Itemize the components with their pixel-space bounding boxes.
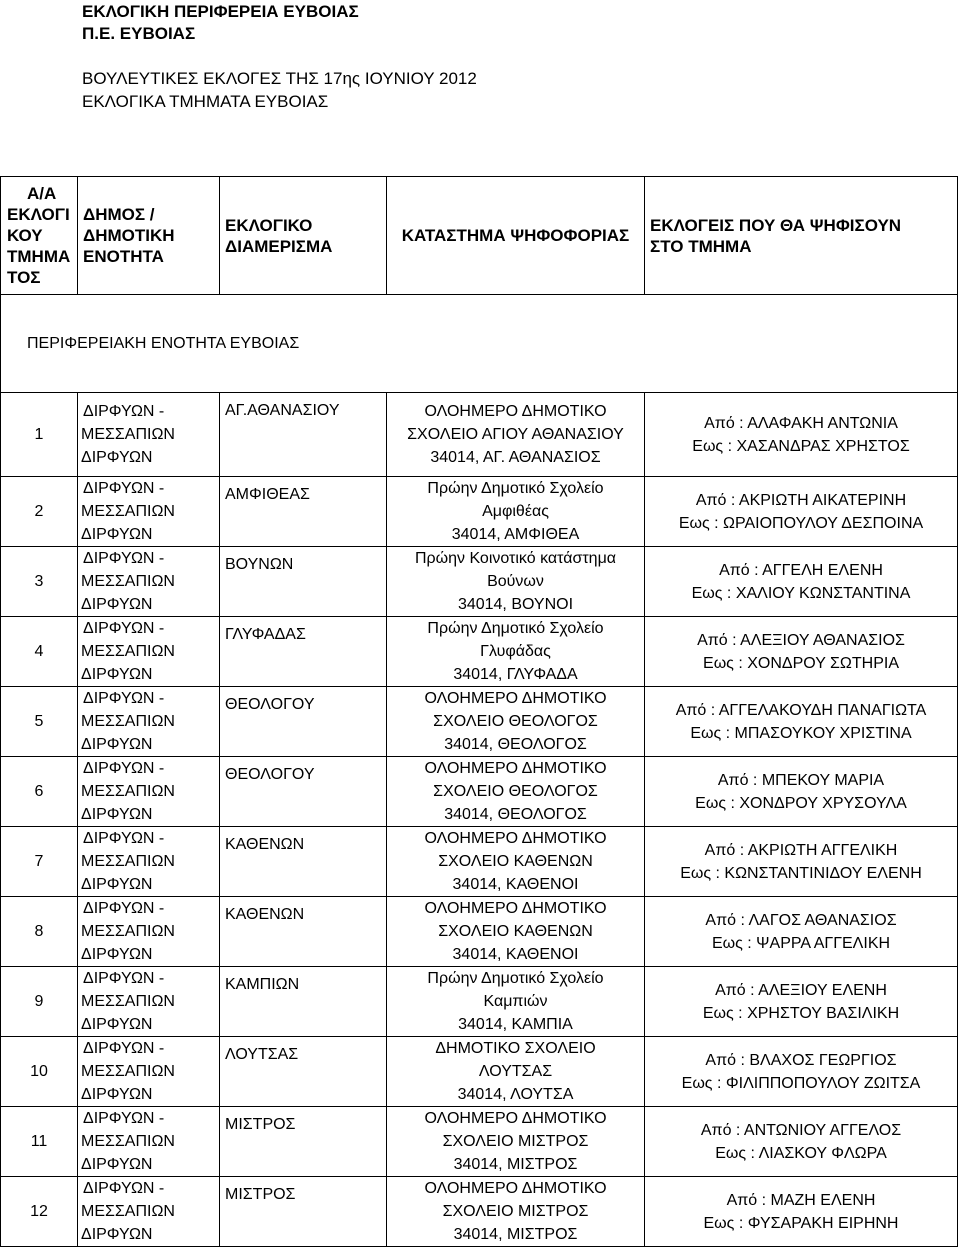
row-voters-apo: Από : ΛΑΓΟΣ ΑΘΑΝΑΣΙΟΣ (705, 911, 897, 929)
row-katastima (387, 1107, 645, 1177)
row-dimos-line: ΔΙΡΦΥΩΝ - (83, 900, 165, 917)
row-number: 7 (1, 827, 78, 897)
row-voters (645, 393, 958, 477)
table-row (1, 967, 958, 1037)
row-katastima-line: Βούνων (487, 573, 544, 590)
row-dimos-line: ΜΕΣΣΑΠΙΩΝ (81, 993, 175, 1010)
row-katastima-line: ΛΟΥΤΣΑΣ (478, 1063, 553, 1080)
row-voters (645, 1107, 958, 1177)
table-row (1, 1037, 958, 1107)
table-row (1, 757, 958, 827)
row-dimos-line: ΔΙΡΦΥΩΝ - (83, 1040, 165, 1057)
row-dimos-line: ΔΙΡΦΥΩΝ (81, 666, 153, 683)
row-diamerisma: ΛΟΥΤΣΑΣ (220, 1037, 387, 1107)
row-katastima-line: ΟΛΟΗΜΕΡΟ ΔΗΜΟΤΙΚΟ (424, 900, 607, 917)
row-katastima-line: 34014, ΜΙΣΤΡΟΣ (453, 1156, 578, 1173)
header-num-line: Α/Α (27, 184, 57, 203)
row-dimos-line: ΜΕΣΣΑΠΙΩΝ (81, 643, 175, 660)
row-voters-eos: Εως : ΨΑΡΡΑ ΑΓΓΕΛΙΚΗ (711, 934, 891, 952)
table-row (1, 687, 958, 757)
row-katastima-line: Πρώην Δημοτικό Σχολείο (427, 620, 604, 637)
header-num-line: ΚΟΥ (7, 226, 43, 245)
header-katastima-line: ΚΑΤΑΣΤΗΜΑ ΨΗΦΟΦΟΡΙΑΣ (401, 226, 630, 245)
row-katastima-line: ΟΛΟΗΜΕΡΟ ΔΗΜΟΤΙΚΟ (424, 1180, 607, 1197)
header-diamerisma-line: ΔΙΑΜΕΡΙΣΜΑ (225, 236, 333, 256)
row-katastima (387, 1037, 645, 1107)
row-katastima (387, 477, 645, 547)
row-number: 9 (1, 967, 78, 1037)
row-katastima-line: ΣΧΟΛΕΙΟ ΜΙΣΤΡΟΣ (442, 1203, 589, 1220)
row-voters-eos: Εως : ΦΙΛΙΠΠΟΠΟΥΛΟΥ ΖΩΙΤΣΑ (681, 1074, 921, 1092)
row-dimos (78, 547, 220, 617)
row-number: 6 (1, 757, 78, 827)
row-katastima-line: Πρώην Δημοτικό Σχολείο (427, 970, 604, 987)
header-num (1, 177, 78, 295)
row-diamerisma: ΜΙΣΤΡΟΣ (220, 1177, 387, 1247)
row-katastima-line: ΣΧΟΛΕΙΟ ΑΓΙΟΥ ΑΘΑΝΑΣΙΟΥ (407, 426, 624, 443)
row-voters-apo: Από : ΑΛΕΞΙΟΥ ΑΘΑΝΑΣΙΟΣ (697, 631, 905, 649)
row-dimos-line: ΔΙΡΦΥΩΝ (81, 1226, 153, 1243)
row-katastima-line: 34014, ΘΕΟΛΟΓΟΣ (444, 806, 587, 823)
region-row (1, 295, 958, 393)
row-katastima-line: Αμφιθέας (482, 503, 549, 520)
row-diamerisma: ΓΛΥΦΑΔΑΣ (220, 617, 387, 687)
table-row (1, 617, 958, 687)
row-diamerisma: ΘΕΟΛΟΓΟΥ (220, 757, 387, 827)
row-voters-apo: Από : ΑΚΡΙΩΤΗ ΑΙΚΑΤΕΡΙΝΗ (695, 491, 907, 509)
table-row (1, 547, 958, 617)
row-dimos-line: ΜΕΣΣΑΠΙΩΝ (81, 853, 175, 870)
row-voters-eos: Εως : ΧΑΣΑΝΔΡΑΣ ΧΡΗΣΤΟΣ (692, 437, 910, 455)
row-katastima (387, 757, 645, 827)
row-katastima-line: 34014, ΒΟΥΝΟΙ (457, 596, 574, 613)
row-voters (645, 1177, 958, 1247)
header-subtitle: Π.Ε. ΕΥΒΟΙΑΣ (82, 24, 196, 43)
row-dimos (78, 1107, 220, 1177)
row-dimos (78, 897, 220, 967)
row-dimos-line: ΜΕΣΣΑΠΙΩΝ (81, 503, 175, 520)
row-number: 11 (1, 1107, 78, 1177)
row-voters-apo: Από : ΑΛΑΦΑΚΗ ΑΝΤΩΝΙΑ (704, 414, 898, 432)
row-dimos-line: ΔΙΡΦΥΩΝ - (83, 480, 165, 497)
row-katastima-line: ΣΧΟΛΕΙΟ ΚΑΘΕΝΩΝ (438, 853, 593, 870)
row-katastima-line: ΟΛΟΗΜΕΡΟ ΔΗΜΟΤΙΚΟ (424, 830, 607, 847)
row-katastima-line: 34014, ΚΑΘΕΝΟΙ (452, 876, 579, 893)
row-katastima-line: Καμπιών (483, 993, 548, 1010)
row-dimos (78, 1037, 220, 1107)
row-katastima (387, 687, 645, 757)
row-dimos-line: ΜΕΣΣΑΠΙΩΝ (81, 1063, 175, 1080)
row-voters-eos: Εως : ΚΩΝΣΤΑΝΤΙΝΙΔΟΥ ΕΛΕΝΗ (680, 864, 922, 882)
row-katastima-line: 34014, ΑΓ. ΑΘΑΝΑΣΙΟΣ (430, 449, 601, 466)
row-katastima-line: ΟΛΟΗΜΕΡΟ ΔΗΜΟΤΙΚΟ (424, 760, 607, 777)
row-dimos-line: ΔΙΡΦΥΩΝ (81, 946, 153, 963)
row-katastima-line: ΟΛΟΗΜΕΡΟ ΔΗΜΟΤΙΚΟ (424, 403, 607, 420)
row-voters-apo: Από : ΑΚΡΙΩΤΗ ΑΓΓΕΛΙΚΗ (704, 841, 898, 859)
header-diamerisma (220, 177, 387, 295)
row-dimos (78, 757, 220, 827)
row-dimos-line: ΔΙΡΦΥΩΝ (81, 526, 153, 543)
row-voters-apo: Από : ΜΠΕΚΟΥ ΜΑΡΙΑ (717, 771, 885, 789)
header-voters-line: ΕΚΛΟΓΕΙΣ ΠΟΥ ΘΑ ΨΗΦΙΣΟΥΝ (650, 215, 902, 235)
row-voters-apo: Από : ΜΑΖΗ ΕΛΕΝΗ (726, 1191, 876, 1209)
row-katastima-line: 34014, ΚΑΜΠΙΑ (458, 1016, 573, 1033)
row-voters-eos: Εως : ΩΡΑΙΟΠΟΥΛΟΥ ΔΕΣΠΟΙΝΑ (678, 514, 924, 532)
row-voters (645, 547, 958, 617)
row-katastima (387, 393, 645, 477)
row-voters-apo: Από : ΑΓΓΕΛΑΚΟΥΔΗ ΠΑΝΑΓΙΩΤΑ (675, 701, 927, 719)
row-katastima-line: ΣΧΟΛΕΙΟ ΚΑΘΕΝΩΝ (438, 923, 593, 940)
header-sections: ΕΚΛΟΓΙΚΑ ΤΜΗΜΑΤΑ ΕΥΒΟΙΑΣ (82, 92, 329, 111)
row-katastima-line: Γλυφάδας (480, 643, 551, 660)
row-number: 12 (1, 1177, 78, 1247)
row-dimos-line: ΔΙΡΦΥΩΝ (81, 596, 153, 613)
row-katastima-line: ΔΗΜΟΤΙΚΟ ΣΧΟΛΕΙΟ (435, 1040, 596, 1057)
table-row (1, 393, 958, 477)
row-number: 2 (1, 477, 78, 547)
row-voters-eos: Εως : ΧΟΝΔΡΟΥ ΣΩΤΗΡΙΑ (703, 654, 899, 672)
row-katastima-line: 34014, ΓΛΥΦΑΔΑ (453, 666, 578, 683)
row-dimos (78, 1177, 220, 1247)
header-num-line: ΕΚΛΟΓΙ (7, 205, 70, 224)
row-dimos-line: ΔΙΡΦΥΩΝ (81, 1156, 153, 1173)
row-voters-apo: Από : ΑΓΓΕΛΗ ΕΛΕΝΗ (719, 561, 883, 579)
row-dimos-line: ΔΙΡΦΥΩΝ - (83, 1110, 165, 1127)
header-dimos-line: ΔΗΜΟΣ / (83, 205, 155, 224)
row-voters-eos: Εως : ΧΡΗΣΤΟΥ ΒΑΣΙΛΙΚΗ (702, 1004, 900, 1022)
polling-table (0, 176, 958, 1247)
row-katastima-line: ΣΧΟΛΕΙΟ ΜΙΣΤΡΟΣ (442, 1133, 589, 1150)
row-voters (645, 1037, 958, 1107)
header-num-line: ΤΜΗΜΑ (7, 247, 71, 266)
row-dimos-line: ΜΕΣΣΑΠΙΩΝ (81, 1133, 175, 1150)
row-dimos-line: ΔΙΡΦΥΩΝ (81, 449, 153, 466)
row-voters (645, 477, 958, 547)
row-voters-eos: Εως : ΧΑΛΙΟΥ ΚΩΝΣΤΑΝΤΙΝΑ (691, 584, 911, 602)
row-diamerisma: ΘΕΟΛΟΓΟΥ (220, 687, 387, 757)
row-diamerisma: ΒΟΥΝΩΝ (220, 547, 387, 617)
row-voters-eos: Εως : ΛΙΑΣΚΟΥ ΦΛΩΡΑ (715, 1144, 887, 1162)
row-katastima-line: 34014, ΘΕΟΛΟΓΟΣ (444, 736, 587, 753)
row-voters-eos: Εως : ΦΥΣΑΡΑΚΗ ΕΙΡΗΝΗ (703, 1214, 899, 1232)
row-voters (645, 967, 958, 1037)
row-katastima-line: ΟΛΟΗΜΕΡΟ ΔΗΜΟΤΙΚΟ (424, 1110, 607, 1127)
header-election: ΒΟΥΛΕΥΤΙΚΕΣ ΕΚΛΟΓΕΣ ΤΗΣ 17ης ΙΟΥΝΙΟΥ 2012 (82, 69, 477, 88)
row-dimos-line: ΔΙΡΦΥΩΝ - (83, 690, 165, 707)
row-voters-apo: Από : ΑΛΕΞΙΟΥ ΕΛΕΝΗ (715, 981, 887, 999)
row-number: 5 (1, 687, 78, 757)
row-diamerisma: ΚΑΜΠΙΩΝ (220, 967, 387, 1037)
row-diamerisma: ΑΜΦΙΘΕΑΣ (220, 477, 387, 547)
row-dimos-line: ΔΙΡΦΥΩΝ (81, 1016, 153, 1033)
row-dimos-line: ΜΕΣΣΑΠΙΩΝ (81, 573, 175, 590)
row-diamerisma: ΚΑΘΕΝΩΝ (220, 827, 387, 897)
row-katastima-line: 34014, ΚΑΘΕΝΟΙ (452, 946, 579, 963)
header-num-line: ΤΟΣ (7, 268, 41, 287)
row-dimos-line: ΔΙΡΦΥΩΝ - (83, 830, 165, 847)
region-title: ΠΕΡΙΦΕΡΕΙΑΚΗ ΕΝΟΤΗΤΑ ΕΥΒΟΙΑΣ (1, 295, 958, 393)
row-dimos (78, 967, 220, 1037)
row-number: 1 (1, 393, 78, 477)
header-dimos-line: ΕΝΟΤΗΤΑ (83, 247, 164, 266)
row-voters (645, 617, 958, 687)
row-katastima-line: Πρώην Δημοτικό Σχολείο (427, 480, 604, 497)
row-voters-apo: Από : ΒΛΑΧΟΣ ΓΕΩΡΓΙΟΣ (705, 1051, 897, 1069)
row-voters-apo: Από : ΑΝΤΩΝΙΟΥ ΑΓΓΕΛΟΣ (700, 1121, 902, 1139)
row-dimos (78, 477, 220, 547)
row-dimos-line: ΔΙΡΦΥΩΝ (81, 876, 153, 893)
row-katastima (387, 967, 645, 1037)
row-voters (645, 897, 958, 967)
row-voters-eos: Εως : ΜΠΑΣΟΥΚΟΥ ΧΡΙΣΤΙΝΑ (690, 724, 912, 742)
row-katastima (387, 827, 645, 897)
row-dimos-line: ΔΙΡΦΥΩΝ - (83, 550, 165, 567)
row-katastima-line: 34014, ΑΜΦΙΘΕΑ (451, 526, 580, 543)
row-dimos-line: ΔΙΡΦΥΩΝ - (83, 760, 165, 777)
row-dimos-line: ΜΕΣΣΑΠΙΩΝ (81, 783, 175, 800)
row-katastima-line: Πρώην Κοινοτικό κατάστημα (414, 550, 617, 567)
row-dimos-line: ΔΙΡΦΥΩΝ - (83, 620, 165, 637)
row-dimos-line: ΔΙΡΦΥΩΝ - (83, 970, 165, 987)
row-dimos-line: ΔΙΡΦΥΩΝ (81, 1086, 153, 1103)
row-dimos (78, 827, 220, 897)
row-number: 4 (1, 617, 78, 687)
row-katastima-line: ΟΛΟΗΜΕΡΟ ΔΗΜΟΤΙΚΟ (424, 690, 607, 707)
row-katastima (387, 1177, 645, 1247)
header-voters-line: ΣΤΟ ΤΜΗΜΑ (650, 236, 752, 256)
row-katastima-line: ΣΧΟΛΕΙΟ ΘΕΟΛΟΓΟΣ (433, 783, 598, 800)
row-katastima (387, 617, 645, 687)
table-header-row (1, 177, 958, 295)
row-dimos-line: ΜΕΣΣΑΠΙΩΝ (81, 923, 175, 940)
row-katastima (387, 547, 645, 617)
header-diamerisma-line: ΕΚΛΟΓΙΚΟ (225, 215, 313, 235)
row-diamerisma: ΚΑΘΕΝΩΝ (220, 897, 387, 967)
table-row (1, 897, 958, 967)
row-dimos-line: ΜΕΣΣΑΠΙΩΝ (81, 426, 175, 443)
row-katastima (387, 897, 645, 967)
row-dimos-line: ΔΙΡΦΥΩΝ (81, 736, 153, 753)
header-dimos (78, 177, 220, 295)
row-dimos-line: ΔΙΡΦΥΩΝ - (83, 1180, 165, 1197)
table-row (1, 827, 958, 897)
header-voters (645, 177, 958, 295)
row-number: 3 (1, 547, 78, 617)
header-katastima (387, 177, 645, 295)
row-dimos-line: ΔΙΡΦΥΩΝ (81, 806, 153, 823)
row-katastima-line: ΣΧΟΛΕΙΟ ΘΕΟΛΟΓΟΣ (433, 713, 598, 730)
row-katastima-line: 34014, ΛΟΥΤΣΑ (457, 1086, 574, 1103)
row-dimos-line: ΜΕΣΣΑΠΙΩΝ (81, 713, 175, 730)
row-dimos (78, 393, 220, 477)
row-number: 8 (1, 897, 78, 967)
row-voters (645, 687, 958, 757)
row-dimos-line: ΜΕΣΣΑΠΙΩΝ (81, 1203, 175, 1220)
header-dimos-line: ΔΗΜΟΤΙΚΗ (83, 226, 175, 245)
row-dimos-line: ΔΙΡΦΥΩΝ - (83, 403, 165, 420)
row-number: 10 (1, 1037, 78, 1107)
row-diamerisma: ΑΓ.ΑΘΑΝΑΣΙΟΥ (220, 393, 387, 477)
row-dimos (78, 617, 220, 687)
row-voters (645, 757, 958, 827)
row-voters-eos: Εως : ΧΟΝΔΡΟΥ ΧΡΥΣΟΥΛΑ (695, 794, 907, 812)
row-diamerisma: ΜΙΣΤΡΟΣ (220, 1107, 387, 1177)
table-row (1, 1107, 958, 1177)
header-title: ΕΚΛΟΓΙΚΗ ΠΕΡΙΦΕΡΕΙΑ ΕΥΒΟΙΑΣ (82, 2, 359, 21)
table-row (1, 1177, 958, 1247)
row-voters (645, 827, 958, 897)
row-dimos (78, 687, 220, 757)
table-row (1, 477, 958, 547)
row-katastima-line: 34014, ΜΙΣΤΡΟΣ (453, 1226, 578, 1243)
